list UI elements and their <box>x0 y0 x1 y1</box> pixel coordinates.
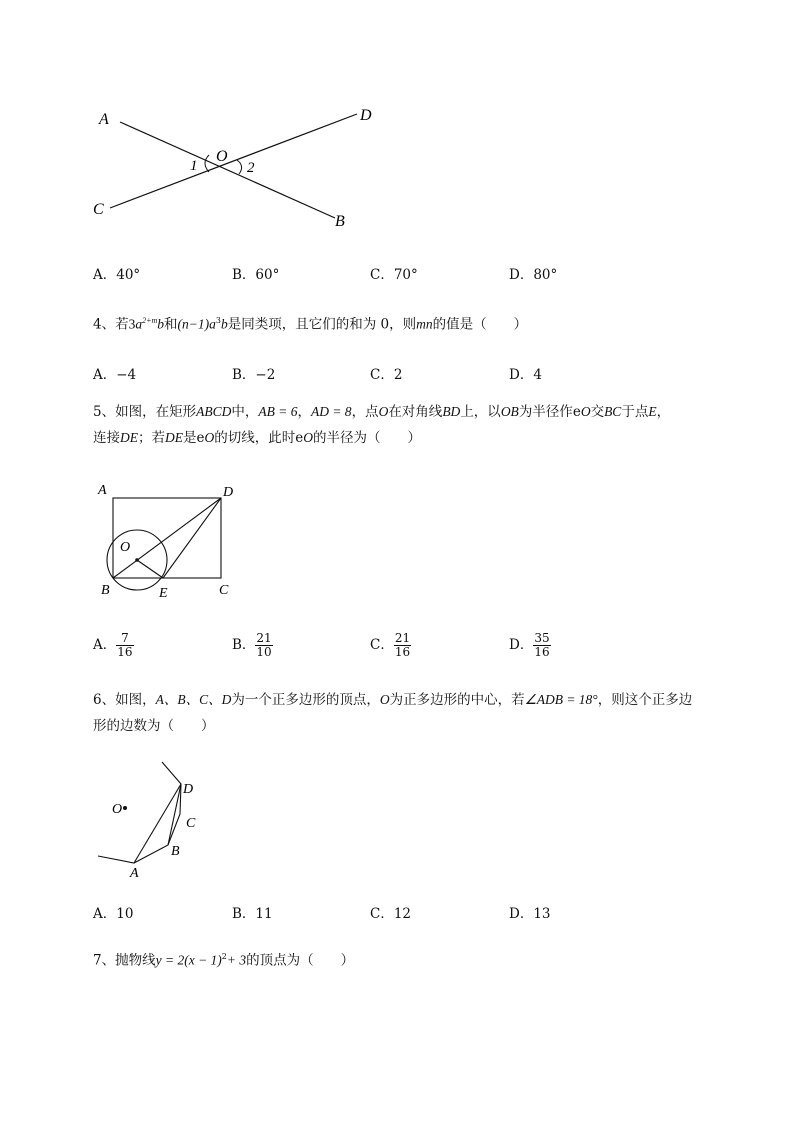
label-E: E <box>159 586 168 601</box>
q6-option-c[interactable]: C．12 <box>370 906 412 922</box>
label-A: A <box>130 866 139 881</box>
q3-option-b[interactable]: B．60° <box>232 267 280 283</box>
label-C: C <box>186 816 196 831</box>
polygon-edges <box>98 762 181 863</box>
q3-option-a[interactable]: A．40° <box>93 267 141 283</box>
segment-de <box>163 498 221 578</box>
q4-option-d[interactable]: D．4 <box>509 367 542 383</box>
label-angle1: 1 <box>190 158 198 174</box>
q3-option-c[interactable]: C．70° <box>370 267 418 283</box>
radius-oe <box>137 560 163 578</box>
label-C: C <box>219 583 229 598</box>
diagonal-bd <box>113 498 221 578</box>
q6-option-a[interactable]: A．10 <box>93 906 134 922</box>
label-O: O <box>120 540 131 555</box>
q3-option-d[interactable]: D．80° <box>509 267 558 283</box>
q5-option-d[interactable]: D． $\frac{35}{16}$ <box>509 631 550 659</box>
label-O: O <box>112 802 123 817</box>
q5-option-a[interactable]: A． $\frac{7}{16}$ <box>93 631 133 659</box>
label-A: A <box>98 483 107 498</box>
label-D: D <box>360 107 372 124</box>
label-D: D <box>183 782 194 797</box>
q6-stem-line2: 形的边数为（ ） <box>93 718 215 734</box>
label-C: C <box>93 201 104 218</box>
q6-stem-line1: 6、如图，A、B、C、D为一个正多边形的顶点，O为正多边形的中心，若∠ADB = 18°，则这个正多边 <box>93 692 693 708</box>
q5-option-c[interactable]: C． $\frac{21}{16}$ <box>370 631 411 659</box>
label-A: A <box>99 111 109 128</box>
angle2-arc <box>237 160 242 174</box>
label-B: B <box>335 213 345 230</box>
q6-option-d[interactable]: D．13 <box>509 906 551 922</box>
q5-option-b[interactable]: B． $\frac{21}{10}$ <box>232 631 272 659</box>
center-dot <box>135 558 139 562</box>
q6-figure <box>92 756 222 881</box>
label-O: O <box>216 148 228 165</box>
label-B: B <box>101 583 110 598</box>
line-ab <box>120 122 335 218</box>
q4-option-a[interactable]: A．−4 <box>93 367 137 383</box>
center-dot <box>123 806 127 810</box>
angle1-arc <box>205 155 209 172</box>
q4-option-b[interactable]: B．−2 <box>232 367 276 383</box>
q6-option-b[interactable]: B．11 <box>232 906 273 922</box>
q5-figure <box>95 478 245 603</box>
q3-figure <box>85 100 385 235</box>
label-B: B <box>171 844 180 859</box>
q4-stem: 4、若$3a^{2+m}b$和$(n-1)a^3b$是同类项，且它们的和为 0，则mn的值是（ ） <box>93 316 528 333</box>
q5-stem-line1: 5、如图，在矩形ABCD中，AB = 6，AD = 8，点O在对角线BD上，以OB为半径作eO交BC于点E， <box>93 404 671 420</box>
line-cd <box>110 114 357 208</box>
q7-stem: 7、抛物线$y = 2(x - 1)^2+ 3$的顶点为（ ） <box>93 952 355 969</box>
label-D: D <box>223 485 234 500</box>
label-angle2: 2 <box>247 160 255 176</box>
segment-bd <box>168 784 181 845</box>
q5-stem-line2: 连接DE；若DE是eO的切线，此时eO的半径为（ ） <box>93 430 421 446</box>
q4-option-c[interactable]: C．2 <box>370 367 403 383</box>
